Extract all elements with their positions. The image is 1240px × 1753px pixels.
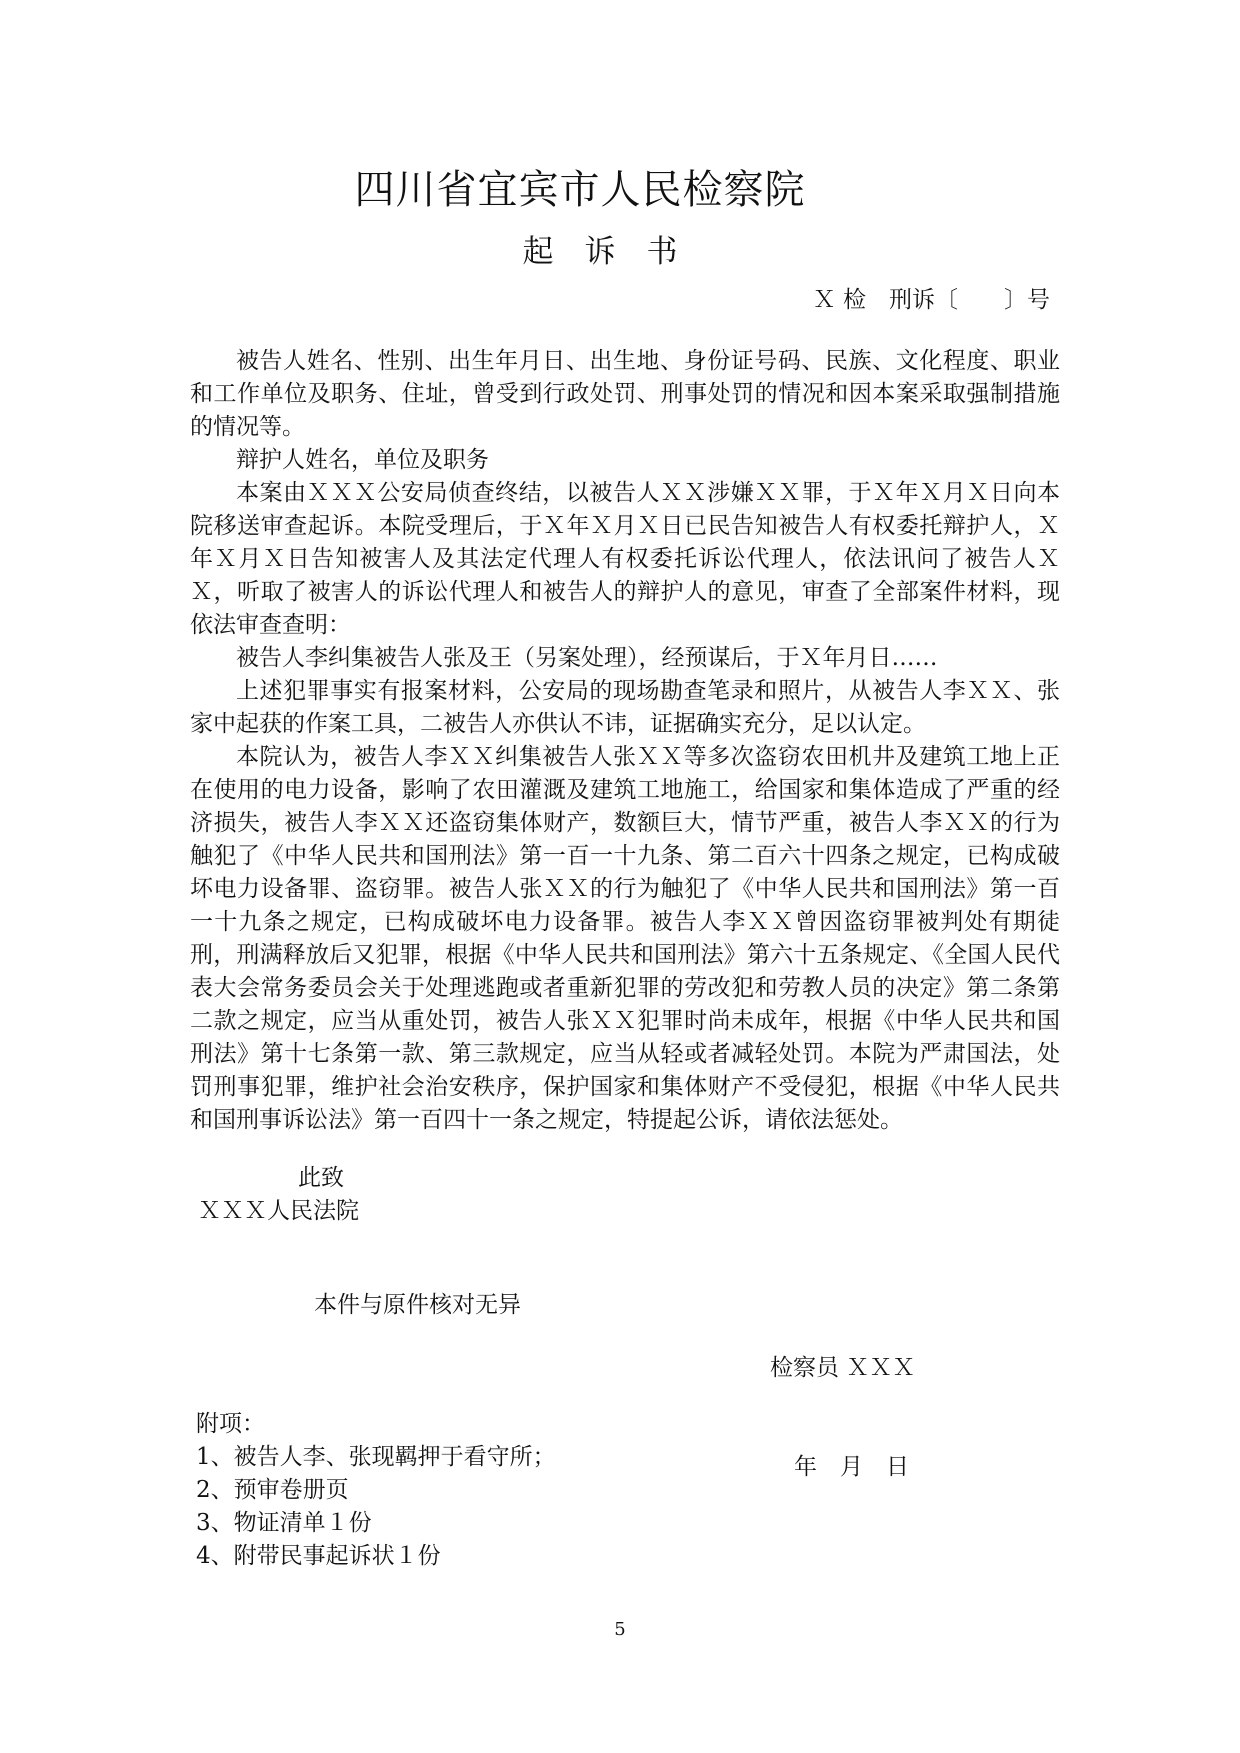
paragraph-facts: 被告人李纠集被告人张及王（另案处理），经预谋后，于Ｘ年月日…… xyxy=(236,645,938,671)
closing-block xyxy=(198,1162,359,1228)
annex-item: 1、被告人李、张现羁押于看守所； xyxy=(196,1444,556,1470)
signature-date: 年 月 日 xyxy=(794,1454,909,1480)
paragraph-defender-info: 辩护人姓名，单位及职务 xyxy=(236,447,489,473)
verification-note: 本件与原件核对无异 xyxy=(314,1292,521,1318)
closing-salutation: 此致 xyxy=(298,1165,344,1191)
paragraph-case-procedure: 本案由ＸＸＸ公安局侦查终结，以被告人ＸＸ涉嫌ＸＸ罪，于Ｘ年Ｘ月Ｘ日向本院移送审查起诉。本院受理后，于Ｘ年Ｘ月Ｘ日已民告知被告人有权委托辩护人，Ｘ年Ｘ月Ｘ日告知被害人及其法定代理人有权委托诉讼代理人，依法讯问了被告人ＸＸ，听取了被害人的诉讼代理人和被告人的辩护人的意见，审查了全部案件材料，现依法审查查明： xyxy=(190,480,1061,638)
annex-item: 4、附带民事起诉状１份 xyxy=(196,1543,441,1569)
annex-item: 3、物证清单１份 xyxy=(196,1510,372,1536)
paragraph-defendant-info: 被告人姓名、性别、出生年月日、出生地、身份证号码、民族、文化程度、职业和工作单位及职务、住址，曾受到行政处罚、刑事处罚的情况和因本案采取强制措施的情况等。 xyxy=(190,348,1060,440)
annex-item: 2、预审卷册页 xyxy=(196,1477,349,1503)
signature-block xyxy=(770,1286,915,1550)
document-number: Ｘ 检 刑诉〔 〕号 xyxy=(812,287,1050,313)
paragraph-opinion: 本院认为，被告人李ＸＸ纠集被告人张ＸＸ等多次盗窃农田机井及建筑工地上正在使用的电力设备，影响了农田灌溉及建筑工地施工，给国家和集体造成了严重的经济损失，被告人李ＸＸ还盗窃集体财产，数额巨大，情节严重，被告人李ＸＸ的行为触犯了《中华人民共和国刑法》第一百一十九条、第二百六十四条之规定，已构成破坏电力设备罪、盗窃罪。被告人张ＸＸ的行为触犯了《中华人民共和国刑法》第一百一十九条之规定，已构成破坏电力设备罪。被告人李ＸＸ曾因盗窃罪被判处有期徒刑，刑满释放后又犯罪，根据《中华人民共和国刑法》第六十五条规定、《全国人民代表大会常务委员会关于处理逃跑或者重新犯罪的劳改犯和劳教人员的决定》第二条第二款之规定，应当从重处罚，被告人张ＸＸ犯罪时尚未成年，根据《中华人民共和国刑法》第十七条第一款、第三款规定，应当从轻或者减轻处罚。本院为严肃国法，处罚刑事犯罪，维护社会治安秩序，保护国家和集体财产不受侵犯，根据《中华人民共和国刑事诉讼法》第一百四十一条之规定，特提起公诉，请依法惩处。 xyxy=(190,744,1060,1133)
annex-title: 附项： xyxy=(196,1411,265,1437)
page-number: 5 xyxy=(614,1619,626,1640)
closing-recipient: ＸＸＸ人民法院 xyxy=(198,1198,359,1224)
document-type-title: 起 诉 书 xyxy=(522,234,678,270)
prosecutor-signature: 检察员 ＸＸＸ xyxy=(770,1355,916,1381)
paragraph-evidence: 上述犯罪事实有报案材料，公安局的现场勘查笔录和照片，从被告人李ＸＸ、张家中起获的作案工具，二被告人亦供认不讳，证据确实充分，足以认定。 xyxy=(190,678,1060,737)
document-body xyxy=(190,345,1060,1137)
organization-title: 四川省宜宾市人民检察院 xyxy=(354,167,806,213)
annex-block xyxy=(196,1408,556,1573)
